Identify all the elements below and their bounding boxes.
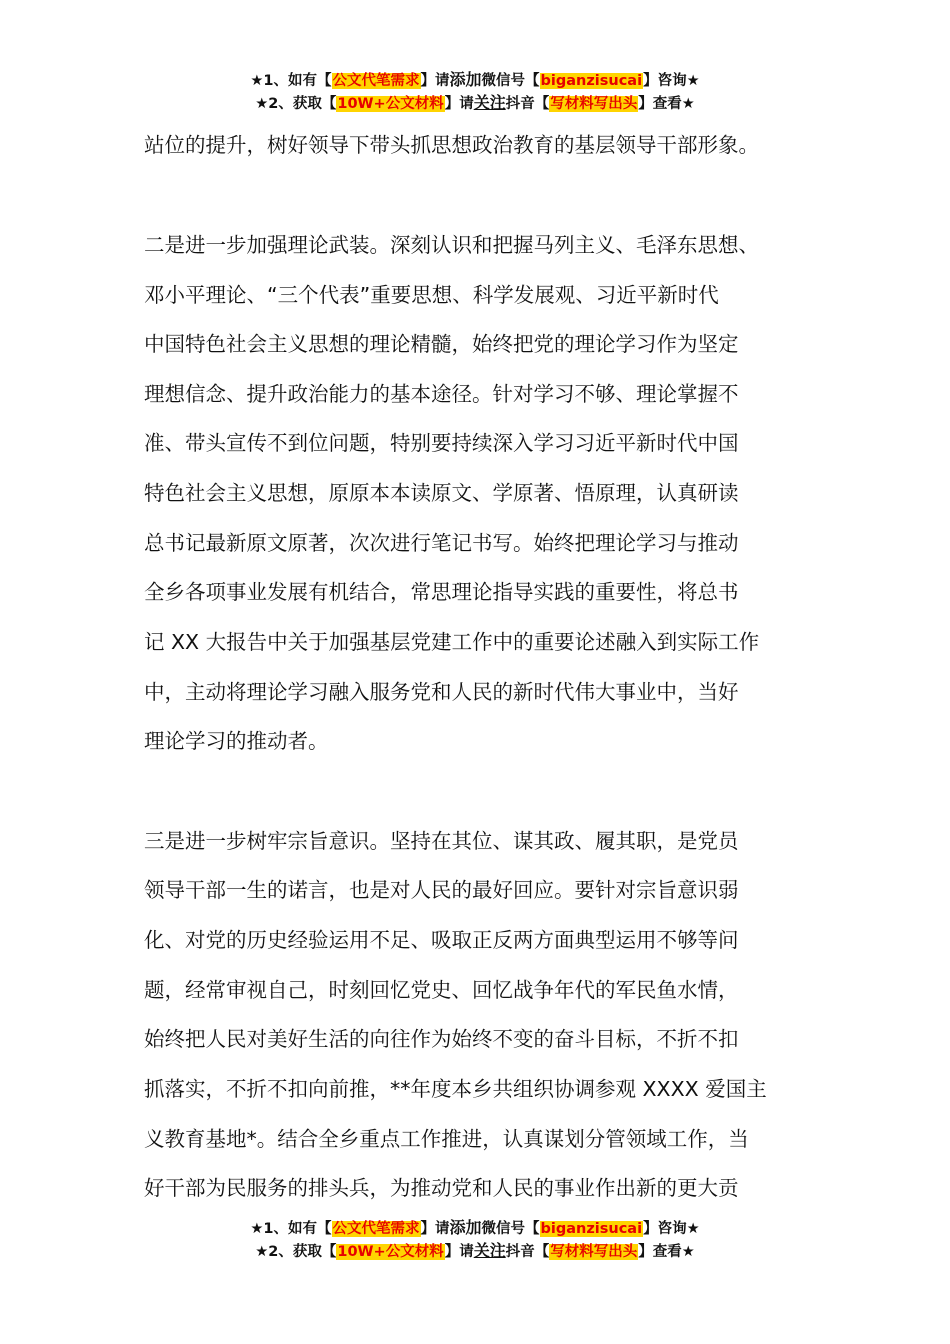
- banner-text: 抖音【: [505, 1244, 550, 1260]
- banner-emphasis: 添加: [449, 70, 482, 89]
- highlight-douyin: 写材料写出头: [550, 1244, 638, 1260]
- text-line: 义教育基地*。结合全乡重点工作推进，认真谋划分管领域工作，当: [144, 1127, 749, 1151]
- highlight-service: 公文代笔需求: [332, 73, 420, 89]
- text-line: 邓小平理论、“三个代表”重要思想、科学发展观、习近平新时代: [144, 283, 719, 307]
- banner-text: 】查看★: [638, 96, 695, 112]
- text-line: 特色社会主义思想，原原本本读原文、学原著、悟原理，认真研读: [144, 481, 739, 505]
- banner-text: 】咨询★: [643, 1221, 700, 1237]
- banner-text: 】请: [420, 1221, 450, 1237]
- text-line: 化、对党的历史经验运用不足、吸取正反两方面典型运用不够等问: [144, 928, 739, 952]
- banner-text: 微信号【: [481, 1221, 540, 1237]
- text-line: 中，主动将理论学习融入服务党和人民的新时代伟大事业中，当好: [144, 680, 739, 704]
- text-line: 三是进一步树牢宗旨意识。坚持在其位、谋其政、履其职，是党员: [144, 829, 739, 853]
- banner-text: ★2、获取【: [255, 96, 337, 112]
- text-line: 抓落实，不折不扣向前推，**年度本乡共组织协调参观 XXXX 爱国主: [144, 1077, 767, 1101]
- banner-line-2: [0, 93, 950, 116]
- banner-text: ★2、获取【: [255, 1244, 337, 1260]
- header-banner: [0, 70, 950, 116]
- text-line: 理论学习的推动者。: [144, 729, 329, 753]
- banner-text: ★1、如有【: [250, 73, 332, 89]
- text-line: 全乡各项事业发展有机结合，常思理论指导实践的重要性，将总书: [144, 580, 739, 604]
- banner-text: 】请: [444, 1244, 474, 1260]
- text-line: 记 XX 大报告中关于加强基层党建工作中的重要论述融入到实际工作: [144, 630, 760, 654]
- highlight-wechat-id: biganzisucai: [540, 73, 643, 89]
- text-line: 二是进一步加强理论武装。深刻认识和把握马列主义、毛泽东思想、: [144, 233, 759, 257]
- banner-text: ★1、如有【: [250, 1221, 332, 1237]
- text-line: 好干部为民服务的排头兵，为推动党和人民的事业作出新的更大贡: [144, 1176, 739, 1200]
- banner-text: 】请: [444, 96, 474, 112]
- highlight-service: 公文代笔需求: [332, 1221, 420, 1237]
- footer-banner: [0, 1218, 950, 1264]
- highlight-douyin: 写材料写出头: [550, 96, 638, 112]
- banner-text: 抖音【: [505, 96, 550, 112]
- text-line: 始终把人民对美好生活的向往作为始终不变的奋斗目标，不折不扣: [144, 1027, 739, 1051]
- text-line: 题，经常审视自己，时刻回忆党史、回忆战争年代的军民鱼水情，: [144, 978, 739, 1002]
- text-line: 领导干部一生的诺言，也是对人民的最好回应。要针对宗旨意识弱: [144, 878, 739, 902]
- banner-text: 】咨询★: [643, 73, 700, 89]
- text-line: 理想信念、提升政治能力的基本途径。针对学习不够、理论掌握不: [144, 382, 739, 406]
- banner-line-1: [0, 1218, 950, 1241]
- highlight-wechat-id: biganzisucai: [540, 1221, 643, 1237]
- banner-line-1: [0, 70, 950, 93]
- text-line: 准、带头宣传不到位问题，特别要持续深入学习习近平新时代中国: [144, 431, 739, 455]
- text-line: 总书记最新原文原著，次次进行笔记书写。始终把理论学习与推动: [144, 531, 739, 555]
- banner-text: 】查看★: [638, 1244, 695, 1260]
- banner-emphasis: 关注: [473, 1241, 506, 1260]
- highlight-materials: 10W+公文材料: [337, 1244, 444, 1260]
- banner-emphasis: 添加: [449, 1218, 482, 1237]
- text-line: 站位的提升，树好领导下带头抓思想政治教育的基层领导干部形象。: [144, 133, 759, 157]
- highlight-materials: 10W+公文材料: [337, 96, 444, 112]
- banner-text: 】请: [420, 73, 450, 89]
- banner-emphasis: 关注: [473, 93, 506, 112]
- banner-text: 微信号【: [481, 73, 540, 89]
- text-line: 中国特色社会主义思想的理论精髓，始终把党的理论学习作为坚定: [144, 332, 739, 356]
- banner-line-2: [0, 1241, 950, 1264]
